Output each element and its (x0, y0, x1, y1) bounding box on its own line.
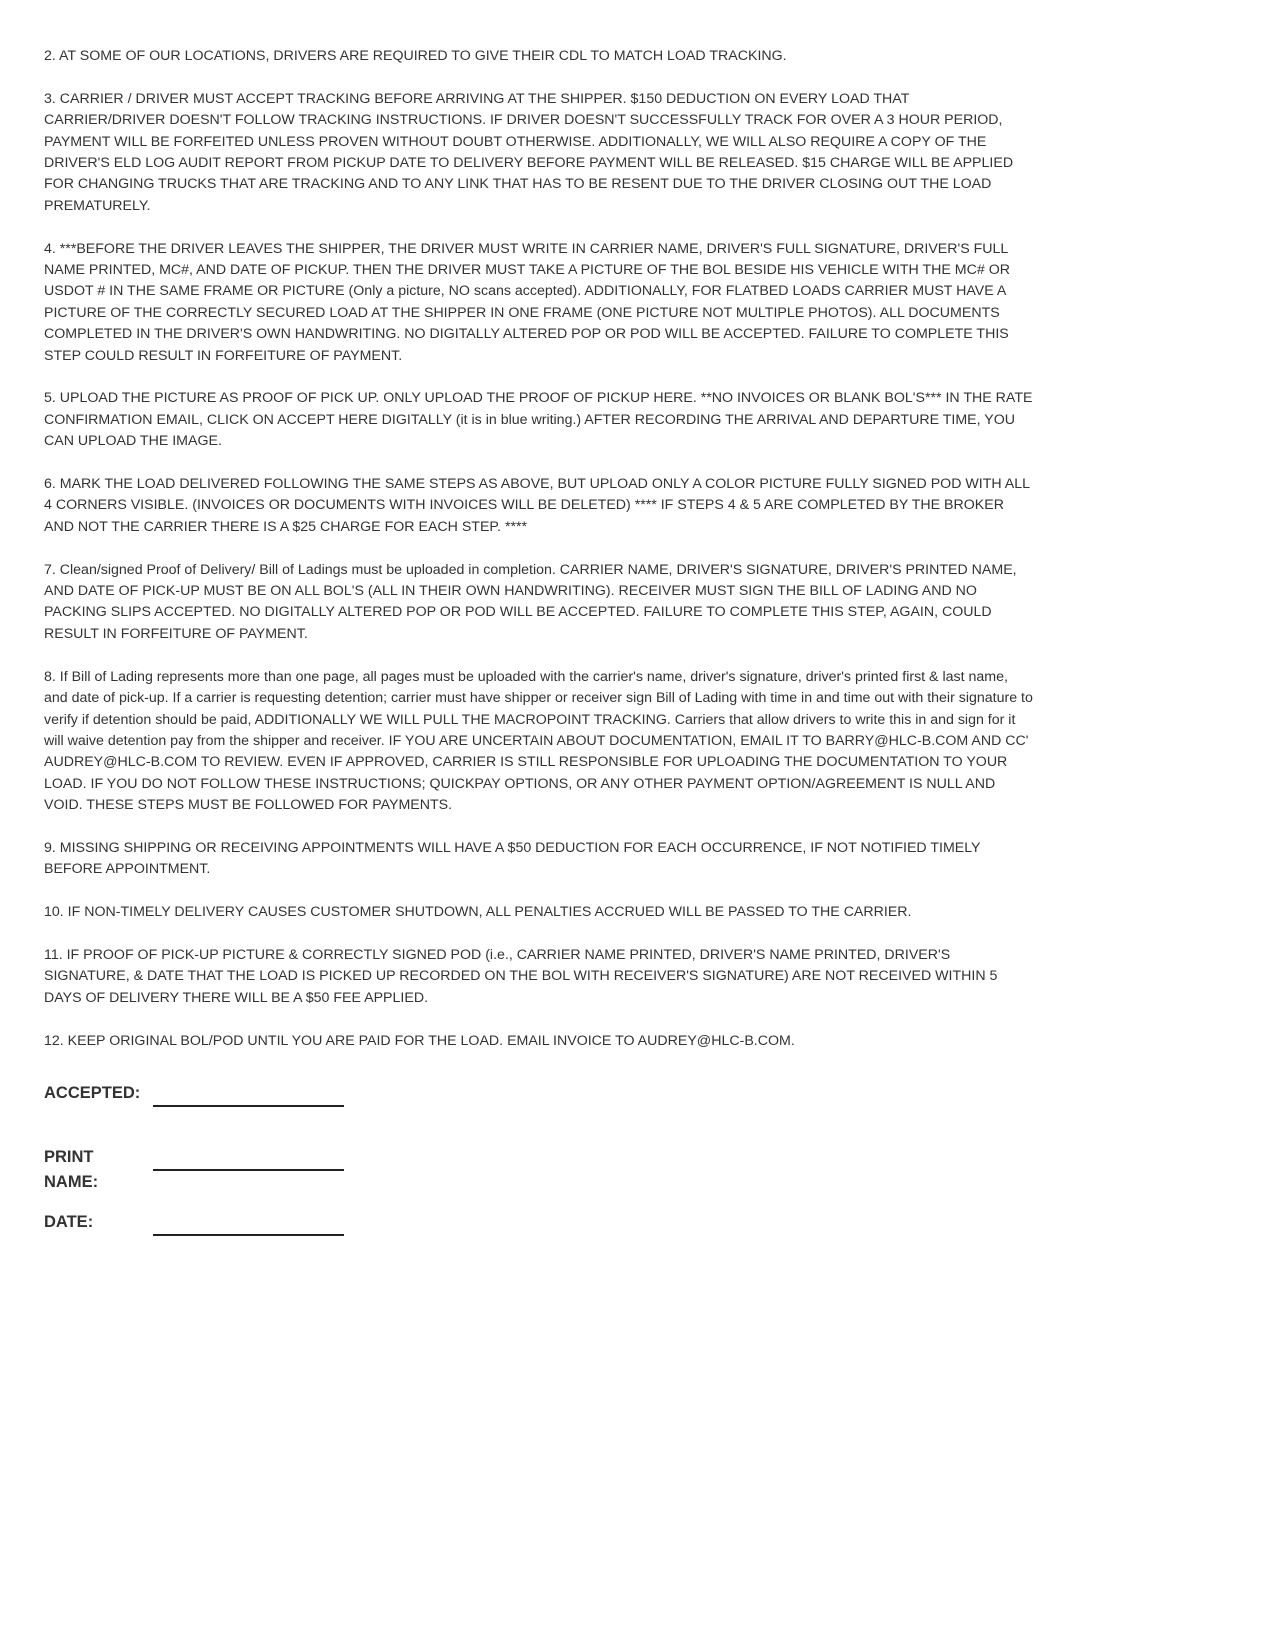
term-item-12: 12. KEEP ORIGINAL BOL/POD UNTIL YOU ARE PAID FOR THE LOAD. EMAIL INVOICE TO AUDREY@HLC-B.COM. (44, 1032, 795, 1049)
term-item-4: 4. ***BEFORE THE DRIVER LEAVES THE SHIPPER, THE DRIVER MUST WRITE IN CARRIER NAME, DRIVER'S FULL SIGNATURE, DRIVER'S FULL NAME PRINTED, MC#, AND DATE OF PICKUP. THEN THE DRIVER MUST TAKE A PICTURE OF THE BOL BESIDE HIS VEHICLE WITH THE MC# OR USDOT # IN THE SAME FRAME OR PICTURE (Only a picture, NO scans accepted). ADDITIONALLY, FOR FLATBED LOADS CARRIER MUST HAVE A PICTURE OF THE CORRECTLY SECURED LOAD AT THE SHIPPER IN ONE FRAME (ONE PICTURE NOT MULTIPLE PHOTOS). ALL DOCUMENTS COMPLETED IN THE DRIVER'S OWN HANDWRITING. NO DIGITALLY ALTERED POP OR POD WILL BE ACCEPTED. FAILURE TO COMPLETE THIS STEP COULD RESULT IN FORFEITURE OF PAYMENT. (44, 240, 1010, 364)
term-item-11: 11. IF PROOF OF PICK-UP PICTURE & CORRECTLY SIGNED POD (i.e., CARRIER NAME PRINTED, DRIVER'S NAME PRINTED, DRIVER'S SIGNATURE, & DATE THAT THE LOAD IS PICKED UP RECORDED ON THE BOL WITH RECEIVER'S SIGNATURE) ARE NOT RECEIVED WITHIN 5 DAYS OF DELIVERY THERE WILL BE A $50 FEE APPLIED. (44, 946, 998, 1006)
accepted-row (44, 1081, 140, 1106)
term-item-3: 3. CARRIER / DRIVER MUST ACCEPT TRACKING BEFORE ARRIVING AT THE SHIPPER. $150 DEDUCTION ON EVERY LOAD THAT CARRIER/DRIVER DOESN'T FOLLOW TRACKING INSTRUCTIONS. IF DRIVER DOESN'T SUCCESSFULLY TRACK FOR OVER A 3 HOUR PERIOD, PAYMENT WILL BE FORFEITED UNLESS PROVEN WITHOUT DOUBT OTHERWISE. ADDITIONALLY, WE WILL ALSO REQUIRE A COPY OF THE DRIVER'S ELD LOG AUDIT REPORT FROM PICKUP DATE TO DELIVERY BEFORE PAYMENT WILL BE RELEASED. $15 CHARGE WILL BE APPLIED FOR CHANGING TRUCKS THAT ARE TRACKING AND TO ANY LINK THAT HAS TO BE RESENT DUE TO THE DRIVER CLOSING OUT THE LOAD PREMATURELY. (44, 90, 1014, 214)
term-item-2: 2. AT SOME OF OUR LOCATIONS, DRIVERS ARE REQUIRED TO GIVE THEIR CDL TO MATCH LOAD TRACKING. (44, 48, 787, 64)
print-name-label-line2: NAME: (44, 1173, 99, 1191)
accepted-label: ACCEPTED: (44, 1084, 141, 1102)
print-name-line[interactable] (153, 1169, 344, 1171)
term-item-8: 8. If Bill of Lading represents more than one page, all pages must be uploaded with the carrier's name, driver's signature, driver's printed first & last name, and date of pick-up. If a carrier is requesting detention; carrier must have shipper or receiver sign Bill of Lading with time in and time out with their signature to verify if detention should be paid, ADDITIONALLY WE WILL PULL THE MACROPOINT TRACKING. Carriers that allow drivers to write this in and sign for it will waive detention pay from the shipper and receiver. IF YOU ARE UNCERTAIN ABOUT DOCUMENTATION, EMAIL IT TO BARRY@HLC-B.COM AND CC' AUDREY@HLC-B.COM TO REVIEW. EVEN IF APPROVED, CARRIER IS STILL RESPONSIBLE FOR UPLOADING THE DOCUMENTATION TO YOUR LOAD. IF YOU DO NOT FOLLOW THESE INSTRUCTIONS; QUICKPAY OPTIONS, OR ANY OTHER PAYMENT OPTION/AGREEMENT IS NULL AND VOID. THESE STEPS MUST BE FOLLOWED FOR PAYMENTS. (44, 668, 1033, 814)
date-row (44, 1210, 93, 1235)
term-item-5: 5. UPLOAD THE PICTURE AS PROOF OF PICK UP. ONLY UPLOAD THE PROOF OF PICKUP HERE. **NO INVOICES OR BLANK BOL'S*** IN THE RATE CONFIRMATION EMAIL, CLICK ON ACCEPT HERE DIGITALLY (it is in blue writing.) AFTER RECORDING THE ARRIVAL AND DEPARTURE TIME, YOU CAN UPLOAD THE IMAGE. (44, 390, 1033, 450)
accepted-signature-line[interactable] (153, 1105, 344, 1107)
term-item-10: 10. IF NON-TIMELY DELIVERY CAUSES CUSTOMER SHUTDOWN, ALL PENALTIES ACCRUED WILL BE PASSED TO THE CARRIER. (44, 904, 912, 921)
term-item-7: 7. Clean/signed Proof of Delivery/ Bill of Ladings must be uploaded in completion. CARRIER NAME, DRIVER'S SIGNATURE, DRIVER'S PRINTED NAME, AND DATE OF PICK-UP MUST BE ON ALL BOL'S (ALL IN THEIR OWN HANDWRITING). RECEIVER MUST SIGN THE BILL OF LADING AND NO PACKING SLIPS ACCEPTED. NO DIGITALLY ALTERED POP OR POD WILL BE ACCEPTED. FAILURE TO COMPLETE THIS STEP, AGAIN, COULD RESULT IN FORFEITURE OF PAYMENT. (44, 561, 1017, 642)
print-name-row (44, 1145, 154, 1195)
terms-list (44, 46, 1034, 1073)
print-name-label-line1: PRINT (44, 1148, 94, 1166)
date-label: DATE: (44, 1213, 94, 1231)
term-item-6: 6. MARK THE LOAD DELIVERED FOLLOWING THE SAME STEPS AS ABOVE, BUT UPLOAD ONLY A COLOR PICTURE FULLY SIGNED POD WITH ALL 4 CORNERS VISIBLE. (INVOICES OR DOCUMENTS WITH INVOICES WILL BE DELETED) **** IF STEPS 4 & 5 ARE COMPLETED BY THE BROKER AND NOT THE CARRIER THERE IS A $25 CHARGE FOR EACH STEP. **** (44, 476, 1030, 535)
date-line[interactable] (153, 1234, 344, 1236)
term-item-9: 9. MISSING SHIPPING OR RECEIVING APPOINTMENTS WILL HAVE A $50 DEDUCTION FOR EACH OCCURRENCE, IF NOT NOTIFIED TIMELY BEFORE APPOINTMENT. (44, 839, 981, 878)
